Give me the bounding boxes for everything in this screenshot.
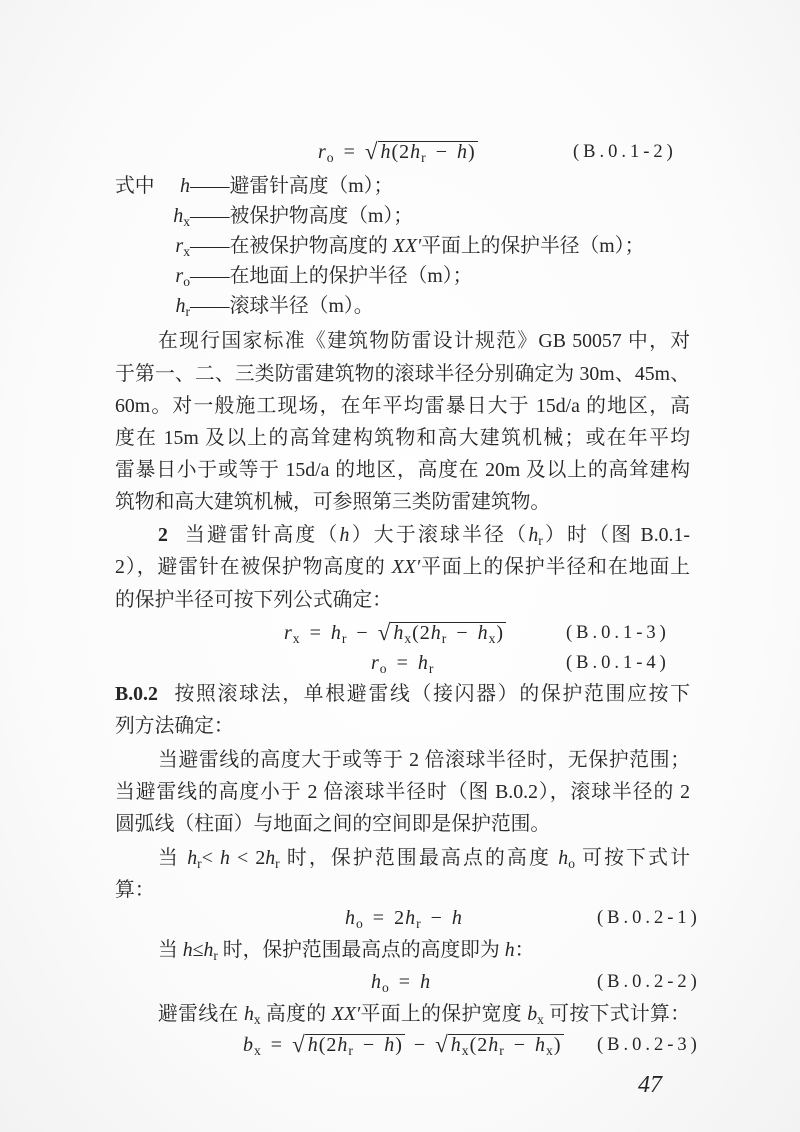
math-variable: h xyxy=(535,1034,547,1057)
text-run: ) xyxy=(553,1034,562,1057)
text-line xyxy=(115,454,690,486)
text-run: 60m。对一般施工现场，在年平均雷暴日大于 15d/a 的地区，高 xyxy=(115,395,690,417)
text-run: ： xyxy=(514,939,535,961)
text-run: 当 xyxy=(158,939,183,961)
math-variable: h xyxy=(265,847,276,869)
text-run: ——在地面上的保护半径（m）； xyxy=(190,265,473,287)
radical-sign: √ xyxy=(377,620,392,645)
text-run: ——在被保护物高度的 xyxy=(190,235,393,257)
formula-b-0-2-3 xyxy=(243,1029,564,1061)
definition-line xyxy=(0,230,800,262)
text-run: − xyxy=(447,622,478,645)
text-run: = xyxy=(300,622,331,645)
math-variable: h xyxy=(330,622,342,645)
math-variable: XX′ xyxy=(392,235,422,257)
equation-number: (B.0.1-2) xyxy=(573,142,677,162)
radical-sign: √ xyxy=(364,139,379,164)
text-run: 在现行国家标准《建筑物防雷设计规范》GB 50057 中，对 xyxy=(158,330,690,352)
math-variable: h xyxy=(384,1034,396,1057)
text-run: ) xyxy=(496,622,505,645)
math-variable: h xyxy=(488,1034,500,1057)
text-run: = xyxy=(389,971,421,993)
definition-line xyxy=(0,170,800,202)
subscript: o xyxy=(183,273,190,289)
text-line xyxy=(115,486,690,518)
subscript: r xyxy=(275,855,280,871)
math-variable: h xyxy=(405,907,417,929)
text-run: − xyxy=(353,1034,385,1057)
radical-sign: √ xyxy=(292,1032,306,1057)
text-run: − xyxy=(504,1034,536,1057)
math-variable: h xyxy=(337,1034,349,1057)
text-run: = xyxy=(387,652,418,674)
math-variable: h xyxy=(243,1003,254,1025)
math-variable: h xyxy=(456,141,468,164)
subscript: r xyxy=(197,855,202,871)
text-run: 时，保护范围最高点的高度 xyxy=(279,847,559,869)
clause-heading-line xyxy=(115,678,690,710)
text-line xyxy=(158,842,690,874)
text-run: 当避雷线的高度大于或等于 2 倍滚球半径时，无保护范围； xyxy=(158,749,690,771)
text-run: 当避雷针高度（ xyxy=(182,524,340,546)
text-run: − xyxy=(426,141,457,164)
text-run: 列方法确定： xyxy=(115,715,234,737)
text-line xyxy=(158,934,690,966)
text-run: ≤ xyxy=(192,939,204,961)
math-variable: h xyxy=(417,652,429,674)
text-run: 于第一、二、三类防雷建筑物的滚球半径分别确定为 30m、45m、 xyxy=(115,363,690,385)
definition-line xyxy=(0,290,800,322)
math-variable: h xyxy=(182,939,193,961)
math-variable: h xyxy=(393,622,405,645)
text-line xyxy=(158,744,690,776)
definition-symbol xyxy=(140,290,190,322)
formula-b-0-1-4 xyxy=(371,647,434,679)
math-variable: r xyxy=(175,235,184,257)
subscript: o xyxy=(379,660,388,676)
subscript: o xyxy=(356,915,364,931)
formula-b-0-1-2 xyxy=(318,136,478,168)
text-run: ）时（图 B.0.1- xyxy=(542,524,690,546)
math-variable: h xyxy=(339,524,350,546)
text-run: 圆弧线（柱面）与地面之间的空间即是保护范围。 xyxy=(115,813,551,835)
text-run: 平面上的保护宽度 xyxy=(360,1003,528,1025)
text-line xyxy=(115,358,690,390)
equation-number: (B.0.2-2) xyxy=(597,972,701,992)
radicand xyxy=(390,622,506,644)
radicand xyxy=(378,141,478,163)
text-line xyxy=(115,390,690,422)
math-variable: b xyxy=(243,1034,254,1057)
math-variable: h xyxy=(504,939,515,961)
text-run: = xyxy=(261,1034,293,1057)
text-run: 当避雷线的高度小于 2 倍滚球半径时（图 B.0.2），滚球半径的 2 xyxy=(115,781,690,803)
text-run: ——被保护物高度（m）； xyxy=(190,205,414,227)
text-run: 的保护半径可按下列公式确定： xyxy=(115,589,392,611)
text-run: 雷暴日小于或等于 15d/a 的地区，高度在 20m 及以上的高耸建构 xyxy=(115,459,690,481)
text-run: − xyxy=(404,1034,436,1057)
subscript: o xyxy=(382,979,390,995)
text-run: 可按下式计 xyxy=(574,847,690,869)
math-variable: h xyxy=(219,847,230,869)
math-variable: h xyxy=(380,141,392,164)
formula-b-0-2-1 xyxy=(345,902,463,934)
text-run: (2 xyxy=(412,622,431,645)
math-variable: h xyxy=(175,295,186,317)
text-run: (2 xyxy=(318,1034,338,1057)
text-run: − xyxy=(421,907,452,929)
text-run: (2 xyxy=(391,141,411,164)
text-run: 时，保护范围最高点的高度即为 xyxy=(217,939,505,961)
subscript: r xyxy=(416,915,422,931)
math-variable: h xyxy=(187,847,198,869)
square-root xyxy=(365,136,478,168)
text-run: < xyxy=(201,847,220,869)
radicand xyxy=(448,1034,564,1056)
text-run: 度在 15m 及以上的高耸建构筑物和高大建筑机械；或在年平均 xyxy=(115,427,690,449)
text-line xyxy=(158,325,690,357)
text-run: 筑物和高大建筑机械，可参照第三类防雷建筑物。 xyxy=(115,491,551,513)
math-variable: h xyxy=(450,1034,462,1057)
definition-symbol xyxy=(140,170,190,202)
subscript: x xyxy=(254,1042,262,1058)
definition-text xyxy=(190,170,393,202)
text-run: ——滚球半径（m）。 xyxy=(190,295,374,317)
where-label: 式中 xyxy=(115,175,155,197)
definition-symbol xyxy=(140,230,190,262)
text-line xyxy=(115,808,690,840)
subscript: r xyxy=(499,1042,505,1058)
subscript: x xyxy=(253,1011,261,1027)
text-run: (2 xyxy=(469,1034,489,1057)
math-variable: h xyxy=(558,847,569,869)
subscript: r xyxy=(421,149,427,165)
subscript: x xyxy=(183,213,190,229)
math-variable: h xyxy=(203,939,214,961)
math-variable: h xyxy=(371,971,382,993)
definition-symbol xyxy=(140,260,190,292)
text-run: ——避雷针高度（m）； xyxy=(190,175,394,197)
text-run: 按照滚球法，单根避雷线（接闪器）的保护范围应按下 xyxy=(172,683,690,705)
math-variable: r xyxy=(284,622,293,645)
text-run: = xyxy=(334,141,365,164)
equation-number: (B.0.2-1) xyxy=(597,908,701,928)
text-run: 高度的 xyxy=(260,1003,332,1025)
text-run: 当 xyxy=(158,847,188,869)
radical-sign: √ xyxy=(435,1032,449,1057)
math-variable: r xyxy=(371,652,380,674)
text-run: 平面上的保护半径（m）； xyxy=(421,235,645,257)
subscript: r xyxy=(185,303,190,319)
text-run: 避雷线在 xyxy=(158,1003,244,1025)
subscript: r xyxy=(348,1042,354,1058)
formula-b-0-1-3 xyxy=(284,617,506,649)
subscript: r xyxy=(341,630,348,646)
math-variable: h xyxy=(307,1034,319,1057)
definition-symbol xyxy=(140,200,190,232)
text-run: 可按下式计算： xyxy=(543,1003,690,1025)
definition-line xyxy=(0,200,800,232)
radicand xyxy=(305,1034,405,1056)
subscript: x xyxy=(461,1042,470,1058)
subscript: o xyxy=(326,149,335,165)
subscript: x xyxy=(546,1042,554,1058)
math-variable: r xyxy=(175,265,184,287)
math-variable: h xyxy=(180,175,190,197)
subscript: r xyxy=(213,947,218,963)
equation-number: (B.0.1-4) xyxy=(566,653,670,673)
subscript: r xyxy=(428,660,435,676)
definition-text xyxy=(190,200,413,232)
text-line xyxy=(115,551,690,583)
subscript: x xyxy=(488,630,497,646)
subscript: x xyxy=(537,1011,544,1027)
math-variable: h xyxy=(420,971,432,993)
text-line xyxy=(115,776,690,808)
math-variable: h xyxy=(173,205,184,227)
text-run: 2），避雷针在被保护物高度的 xyxy=(115,556,392,578)
subscript: r xyxy=(538,532,543,548)
math-variable: h xyxy=(528,524,539,546)
equation-number: (B.0.1-3) xyxy=(566,623,670,643)
square-root xyxy=(435,1029,563,1061)
subscript: x xyxy=(183,243,190,259)
math-variable: h xyxy=(410,141,422,164)
text-run: ) xyxy=(395,1034,403,1057)
text-run: − xyxy=(347,622,378,645)
text-run: ) xyxy=(467,141,476,164)
text-line xyxy=(115,422,690,454)
definition-line xyxy=(0,260,800,292)
bold-label: 2 xyxy=(158,524,168,546)
math-variable: XX′ xyxy=(391,556,421,578)
definition-text xyxy=(190,230,644,262)
math-variable: b xyxy=(527,1003,538,1025)
square-root xyxy=(378,617,506,649)
text-run: ）大于滚球半径（ xyxy=(349,524,529,546)
math-variable: h xyxy=(345,907,356,929)
math-variable: h xyxy=(477,622,489,645)
text-run: = 2 xyxy=(363,907,406,929)
subscript: x xyxy=(404,630,413,646)
subscript: o xyxy=(568,855,575,871)
definition-text xyxy=(190,290,374,322)
text-run: 平面上的保护半径和在地面上 xyxy=(420,556,690,578)
definition-text xyxy=(190,260,472,292)
subscript: r xyxy=(441,630,448,646)
text-line xyxy=(115,584,690,616)
bold-label: B.0.2 xyxy=(115,683,158,705)
formula-b-0-2-2 xyxy=(371,966,431,998)
text-run: < 2 xyxy=(229,847,266,869)
math-variable: h xyxy=(430,622,442,645)
page-number: 47 xyxy=(638,1072,662,1098)
text-line xyxy=(115,710,690,742)
text-run: 算： xyxy=(115,879,155,901)
math-variable: h xyxy=(451,907,463,929)
text-line xyxy=(158,519,690,551)
math-variable: XX′ xyxy=(331,1003,361,1025)
equation-number: (B.0.2-3) xyxy=(597,1035,701,1055)
text-line xyxy=(158,998,690,1030)
square-root xyxy=(292,1029,405,1061)
subscript: x xyxy=(292,630,301,646)
math-variable: r xyxy=(318,141,327,164)
